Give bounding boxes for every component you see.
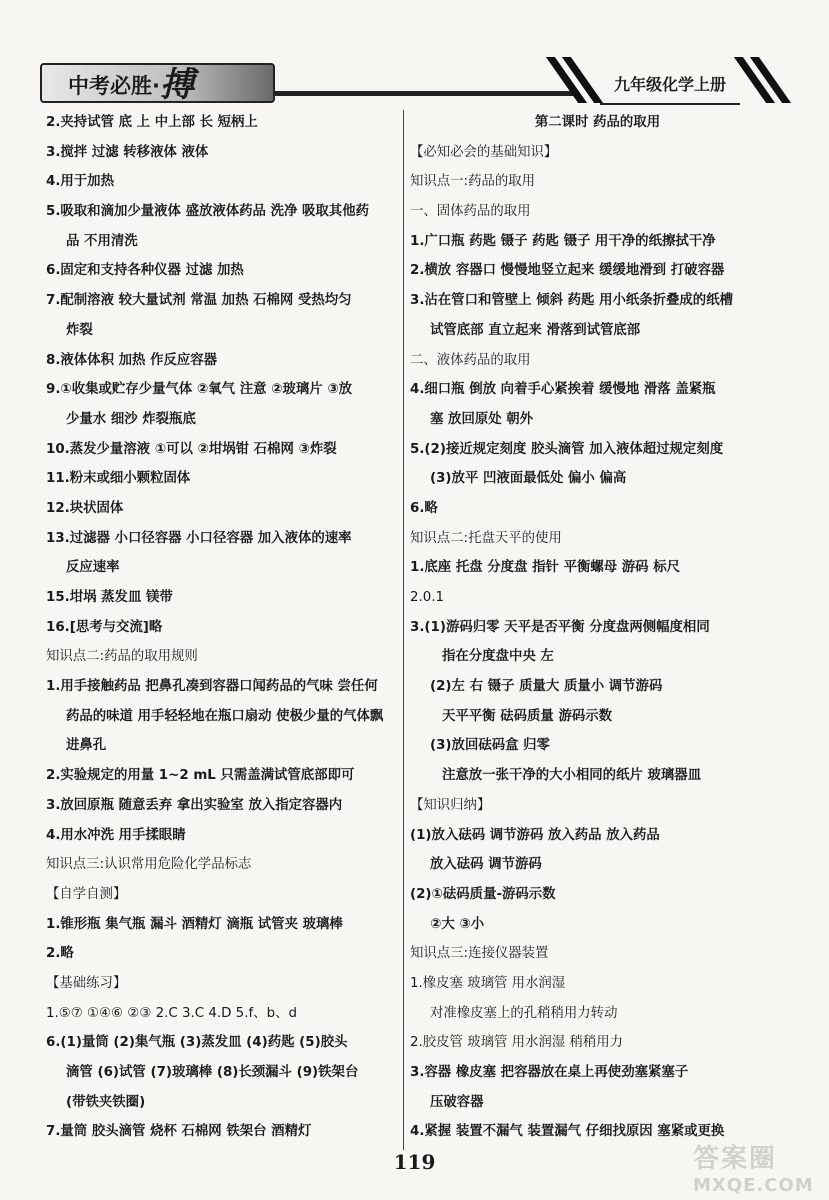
text-line: 16.[思考与交流]略 (46, 619, 163, 635)
text-line: 7.量筒 胶头滴管 烧杯 石棉网 铁架台 酒精灯 (46, 1124, 312, 1140)
text-line: 指在分度盘中央 左 (442, 649, 554, 665)
column-divider (403, 110, 404, 1150)
text-line: 6.略 (410, 500, 438, 516)
watermark-top: 答案圈 (693, 1144, 778, 1174)
text-line: 对准橡皮塞上的孔稍稍用力转动 (430, 1005, 618, 1021)
text-line: 反应速率 (66, 560, 120, 576)
text-line: 1.广口瓶 药匙 镊子 药匙 镊子 用干净的纸擦拭干净 (410, 233, 716, 249)
text-line: 6.固定和支持各种仪器 过滤 加热 (46, 263, 244, 279)
text-line: 8.液体体积 加热 作反应容器 (46, 352, 218, 368)
text-line: 【基础练习】 (46, 975, 127, 991)
text-line: ②大 ③小 (430, 916, 485, 932)
text-line: 1.橡皮塞 玻璃管 用水润湿 (410, 975, 566, 991)
text-line: (3)放回砝码盒 归零 (430, 738, 550, 754)
watermark (693, 1138, 823, 1198)
text-line: 6.(1)量筒 (2)集气瓶 (3)蒸发皿 (4)药匙 (5)胶头 (46, 1035, 348, 1051)
text-line: (2)①砝码质量-游码示数 (410, 886, 556, 902)
header-rule (275, 91, 575, 96)
page-header (40, 55, 790, 107)
text-line: 滴管 (6)试管 (7)玻璃棒 (8)长颈漏斗 (9)铁架台 (66, 1065, 359, 1080)
text-line: 5.吸取和滴加少量液体 盛放液体药品 洗净 吸取其他药 (46, 204, 369, 220)
text-line: 塞 放回原处 朝外 (430, 411, 534, 427)
text-line: 5.(2)接近规定刻度 胶头滴管 加入液体超过规定刻度 (410, 441, 724, 457)
text-line: 【自学自测】 (46, 886, 127, 902)
text-line: 3.放回原瓶 随意丢弃 拿出实验室 放入指定容器内 (46, 797, 343, 813)
text-line: 2.胶皮管 玻璃管 用水润湿 稍稍用力 (410, 1035, 624, 1051)
text-line: (带铁夹铁圈) (66, 1094, 146, 1110)
text-line: 压破容器 (430, 1094, 484, 1110)
text-line: 4.用于加热 (46, 174, 114, 190)
text-line: 少量水 细沙 炸裂瓶底 (66, 411, 196, 427)
text-line: 10.蒸发少量溶液 ①可以 ②坩埚钳 石棉网 ③炸裂 (46, 441, 337, 457)
text-line: 3.沾在管口和管壁上 倾斜 药匙 用小纸条折叠成的纸槽 (410, 293, 733, 309)
text-line: 4.紧握 装置不漏气 装置漏气 仔细找原因 塞紧或更换 (410, 1124, 725, 1140)
text-line: 知识点三:认识常用危险化学品标志 (46, 857, 252, 873)
text-line: 【知识归纳】 (410, 797, 491, 813)
page-number: 119 (393, 1150, 436, 1174)
text-line: 3.搅拌 过滤 转移液体 液体 (46, 144, 209, 160)
text-line: 注意放一张干净的大小相同的纸片 玻璃器皿 (442, 768, 702, 784)
text-line: (2)左 右 镊子 质量大 质量小 调节游码 (430, 679, 663, 695)
text-line: 【必知必会的基础知识】 (410, 144, 558, 160)
left-column (46, 108, 396, 1147)
right-column (410, 108, 785, 1147)
text-line: 2.0.1 (410, 590, 445, 605)
text-line: 1.锥形瓶 集气瓶 漏斗 酒精灯 滴瓶 试管夹 玻璃棒 (46, 916, 343, 932)
text-line: 知识点三:连接仪器装置 (410, 946, 549, 962)
text-line: 4.用水冲洗 用手揉眼睛 (46, 827, 186, 843)
brand-big-char: 搏 (159, 65, 194, 105)
text-line: 天平平衡 砝码质量 游码示数 (442, 708, 613, 724)
text-line: 11.粉末或细小颗粒固体 (46, 471, 191, 487)
text-line: 2.横放 容器口 慢慢地竖立起来 缓缓地滑到 打破容器 (410, 263, 725, 279)
text-line: 一、固体药品的取用 (410, 204, 531, 220)
grade-label: 九年级化学上册 (600, 67, 740, 105)
text-line: (1)放入砝码 调节游码 放入药品 放入药品 (410, 827, 660, 843)
text-line: 2.略 (46, 946, 74, 962)
text-line: 药品的味道 用手轻轻地在瓶口扇动 使极少量的气体飘 (66, 708, 384, 724)
text-line: 12.块状固体 (46, 500, 124, 516)
watermark-bottom: MXQE.COM (693, 1175, 814, 1196)
text-line: 9.①收集或贮存少量气体 ②氧气 注意 ②玻璃片 ③放 (46, 382, 353, 398)
text-line: 炸裂 (66, 322, 93, 338)
text-line: 知识点二:托盘天平的使用 (410, 530, 562, 546)
text-line: 2.夹持试管 底 上 中上部 长 短柄上 (46, 115, 258, 130)
text-line: 3.容器 橡皮塞 把容器放在桌上再使劲塞紧塞子 (410, 1065, 689, 1080)
text-line: 二、液体药品的取用 (410, 352, 531, 368)
text-line: 第二课时 药品的取用 (534, 115, 661, 130)
text-line: 知识点二:药品的取用规则 (46, 649, 198, 665)
text-line: 进鼻孔 (66, 738, 107, 754)
text-line: (3)放平 凹液面最低处 偏小 偏高 (430, 471, 627, 487)
brand-logo (40, 63, 275, 103)
text-line: 知识点一:药品的取用 (410, 174, 536, 190)
text-line: 7.配制溶液 较大量试剂 常温 加热 石棉网 受热均匀 (46, 293, 352, 309)
text-line: 放入砝码 调节游码 (430, 857, 542, 873)
text-line: 1.⑤⑦ ①④⑥ ②③ 2.C 3.C 4.D 5.f、b、d (46, 1005, 297, 1021)
text-line: 3.(1)游码归零 天平是否平衡 分度盘两侧幅度相同 (410, 619, 710, 635)
text-line: 1.底座 托盘 分度盘 指针 平衡螺母 游码 标尺 (410, 560, 681, 576)
brand-prefix: 中考必胜· (68, 74, 160, 98)
text-line: 13.过滤器 小口径容器 小口径容器 加入液体的速率 (46, 530, 352, 546)
header-stripes-right (740, 57, 788, 103)
text-line: 2.实验规定的用量 1~2 mL 只需盖满试管底部即可 (46, 768, 355, 784)
text-line: 1.用手接触药品 把鼻孔凑到容器口闻药品的气味 尝任何 (46, 679, 378, 695)
text-line: 品 不用清洗 (66, 233, 138, 249)
text-line: 4.细口瓶 倒放 向着手心紧挨着 缓慢地 滑落 盖紧瓶 (410, 382, 716, 398)
text-line: 15.坩埚 蒸发皿 镁带 (46, 590, 173, 605)
text-line: 试管底部 直立起来 滑落到试管底部 (430, 322, 641, 338)
